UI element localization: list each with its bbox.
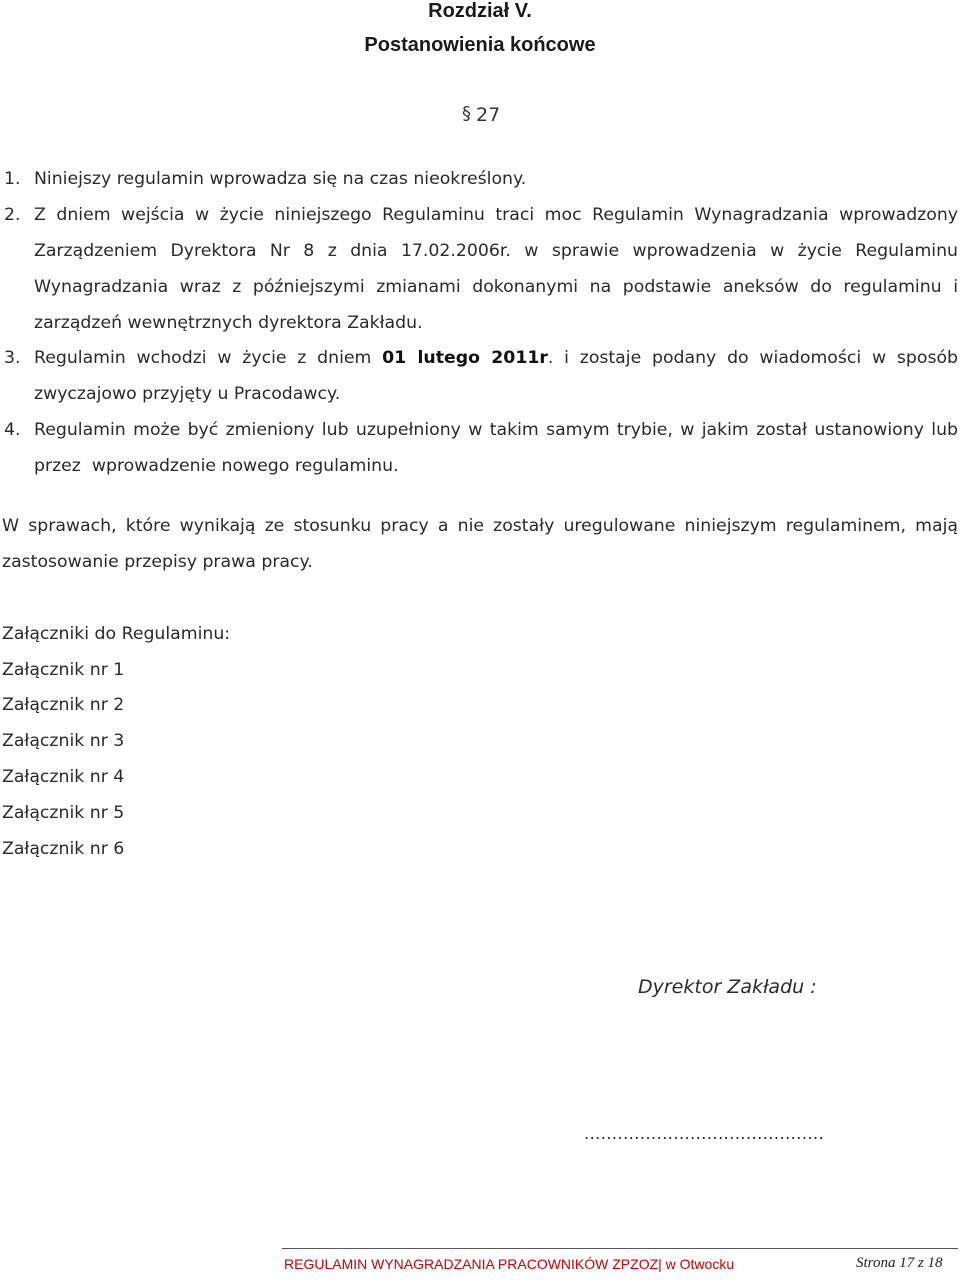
footer-page-number: Strona 17 z 18	[856, 1255, 943, 1271]
attachments-heading: Załączniki do Regulaminu:	[2, 624, 231, 644]
item-1-line-1: Niniejszy regulamin wprowadza się na czas nieokreślony.	[34, 169, 527, 189]
attachment-item: Załącznik nr 3	[2, 731, 125, 751]
attachment-item: Załącznik nr 5	[2, 803, 125, 823]
signature-line: ...........................................	[584, 1124, 825, 1143]
item-2-line-4: zarządzeń wewnętrznych dyrektora Zakładu.	[34, 313, 423, 333]
footer-location: w Otwocku	[665, 1256, 735, 1272]
footer-document-title	[284, 1256, 734, 1272]
paragraph-number: 27	[476, 104, 501, 126]
signature-label: Dyrektor Zakładu :	[638, 976, 817, 998]
footer-separator: |	[658, 1256, 662, 1272]
attachment-item: Załącznik nr 4	[2, 767, 125, 787]
footer-divider	[282, 1248, 958, 1249]
item-3-number: 3.	[4, 348, 21, 368]
closing-paragraph-line-2: zastosowanie przepisy prawa pracy.	[2, 552, 313, 572]
item-2-number: 2.	[4, 205, 21, 225]
chapter-title: Postanowienia końcowe	[364, 34, 596, 56]
item-1-number: 1.	[4, 169, 21, 189]
item-4-line-2: przez wprowadzenie nowego regulaminu.	[34, 456, 399, 476]
item-4-line-1: Regulamin może być zmieniony lub uzupełniony w takim samym trybie, w jakim został ustanowiony lub	[34, 420, 958, 440]
item-3-line-1	[34, 340, 958, 376]
item-3-text-after: . i zostaje podany do wiadomości w sposób	[547, 348, 958, 368]
item-2-line-2: Zarządzeniem Dyrektora Nr 8 z dnia 17.02.2006r. w sprawie wprowadzenia w życie Regulaminu	[34, 241, 958, 261]
item-2-line-1: Z dniem wejścia w życie niniejszego Regulaminu traci moc Regulamin Wynagradzania wprowadzony	[34, 205, 958, 225]
item-2-line-3: Wynagradzania wraz z późniejszymi zmianami dokonanymi na podstawie aneksów do regulaminu i	[34, 277, 958, 297]
item-3-text-before: Regulamin wchodzi w życie z dniem	[34, 348, 372, 368]
attachment-item: Załącznik nr 1	[2, 660, 125, 680]
closing-paragraph-line-1: W sprawach, które wynikają ze stosunku pracy a nie zostały uregulowane niniejszym regulaminem, mają	[2, 516, 958, 536]
attachment-item: Załącznik nr 6	[2, 839, 125, 859]
paragraph-sign: §	[462, 103, 471, 124]
item-3-line-2: zwyczajowo przyjęty u Pracodawcy.	[34, 384, 341, 404]
footer-title-text: REGULAMIN WYNAGRADZANIA PRACOWNIKÓW ZPZOZ	[284, 1256, 659, 1272]
attachment-item: Załącznik nr 2	[2, 695, 125, 715]
item-4-number: 4.	[4, 420, 21, 440]
chapter-number: Rozdział V.	[428, 0, 532, 22]
item-3-date: 01 lutego 2011r	[382, 348, 548, 368]
